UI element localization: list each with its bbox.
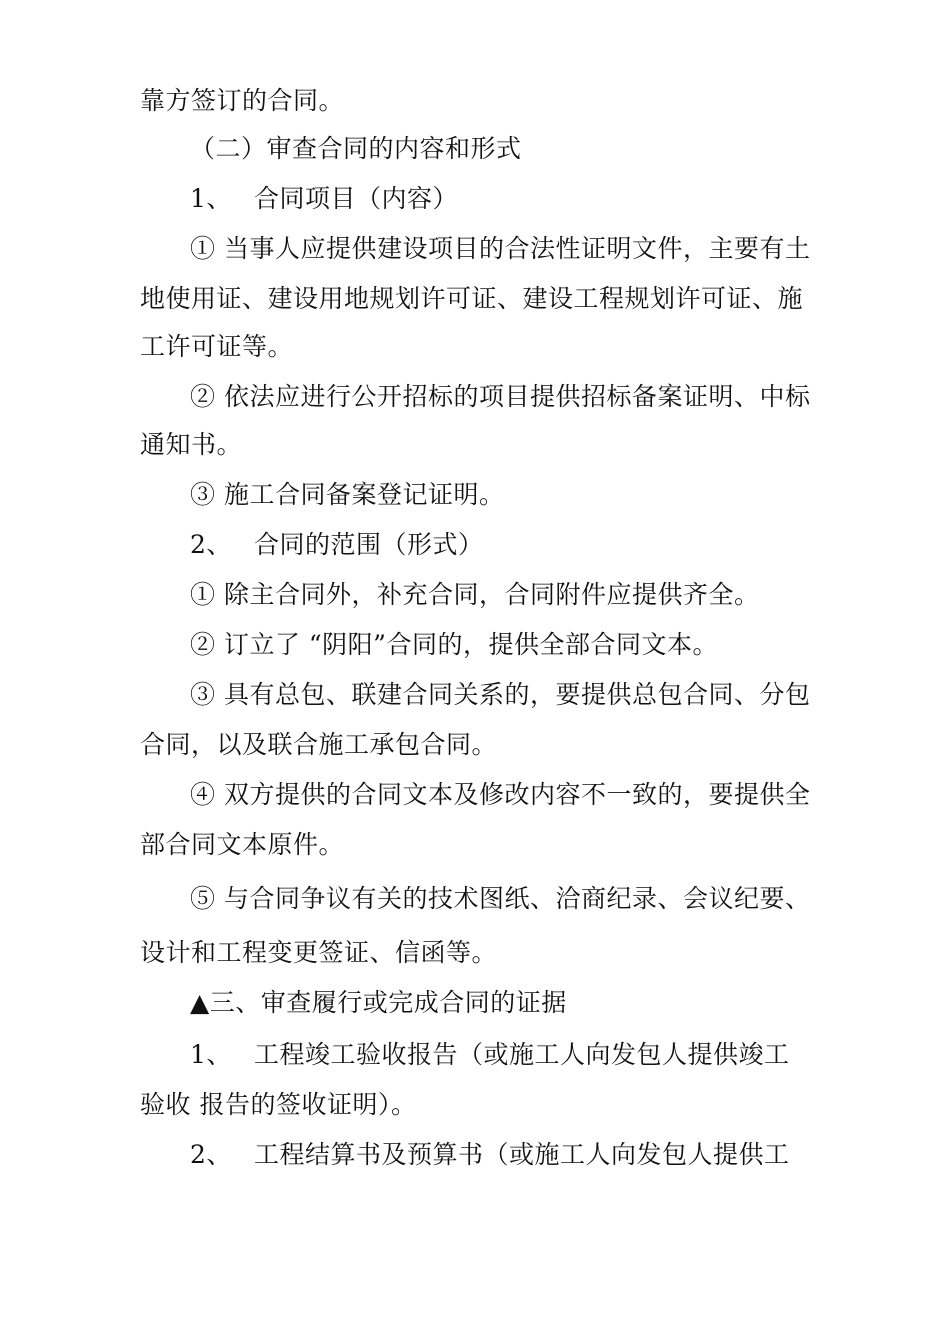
text-line: 地使用证、建设用地规划许可证、建设工程规划许可证、施	[140, 284, 804, 313]
text-line: ② 订立了 “阴阳”合同的，提供全部合同文本。	[190, 630, 718, 659]
section-heading: ▲三、审查履行或完成合同的证据	[190, 988, 567, 1017]
text-line: 合同，以及联合施工承包合同。	[140, 730, 498, 759]
numbered-heading	[190, 182, 458, 216]
item-number: 2、	[190, 530, 232, 559]
item-title: 工程竣工验收报告（或施工人向发包人提供竣工	[254, 1040, 790, 1069]
numbered-heading	[190, 1038, 790, 1072]
item-number: 2、	[190, 1140, 232, 1169]
numbered-heading	[190, 528, 484, 562]
text-line: ② 依法应进行公开招标的项目提供招标备案证明、中标	[190, 382, 811, 411]
text-line: ① 除主合同外，补充合同，合同附件应提供齐全。	[190, 580, 760, 609]
text-line: 验收 报告的签收证明）。	[140, 1090, 417, 1119]
item-title: 合同项目（内容）	[254, 184, 459, 213]
text-line: 部合同文本原件。	[140, 830, 345, 859]
item-title: 工程结算书及预算书（或施工人向发包人提供工	[254, 1140, 790, 1169]
text-line: ⑤ 与合同争议有关的技术图纸、洽商纪录、会议纪要、	[190, 884, 811, 913]
item-title: 合同的范围（形式）	[254, 530, 484, 559]
text-line: ④ 双方提供的合同文本及修改内容不一致的，要提供全	[190, 780, 811, 809]
text-line: ① 当事人应提供建设项目的合法性证明文件，主要有土	[190, 234, 811, 263]
text-line: 工许可证等。	[140, 332, 294, 361]
section-heading: （二）审查合同的内容和形式	[190, 134, 522, 163]
text-line: 通知书。	[140, 430, 243, 459]
item-number: 1、	[190, 184, 232, 213]
text-line: ③ 具有总包、联建合同关系的，要提供总包合同、分包	[190, 680, 811, 709]
text-line: ③ 施工合同备案登记证明。	[190, 480, 505, 509]
text-line: 靠方签订的合同。	[140, 86, 345, 115]
text-line: 设计和工程变更签证、信函等。	[140, 938, 498, 967]
numbered-heading	[190, 1138, 790, 1172]
item-number: 1、	[190, 1040, 232, 1069]
